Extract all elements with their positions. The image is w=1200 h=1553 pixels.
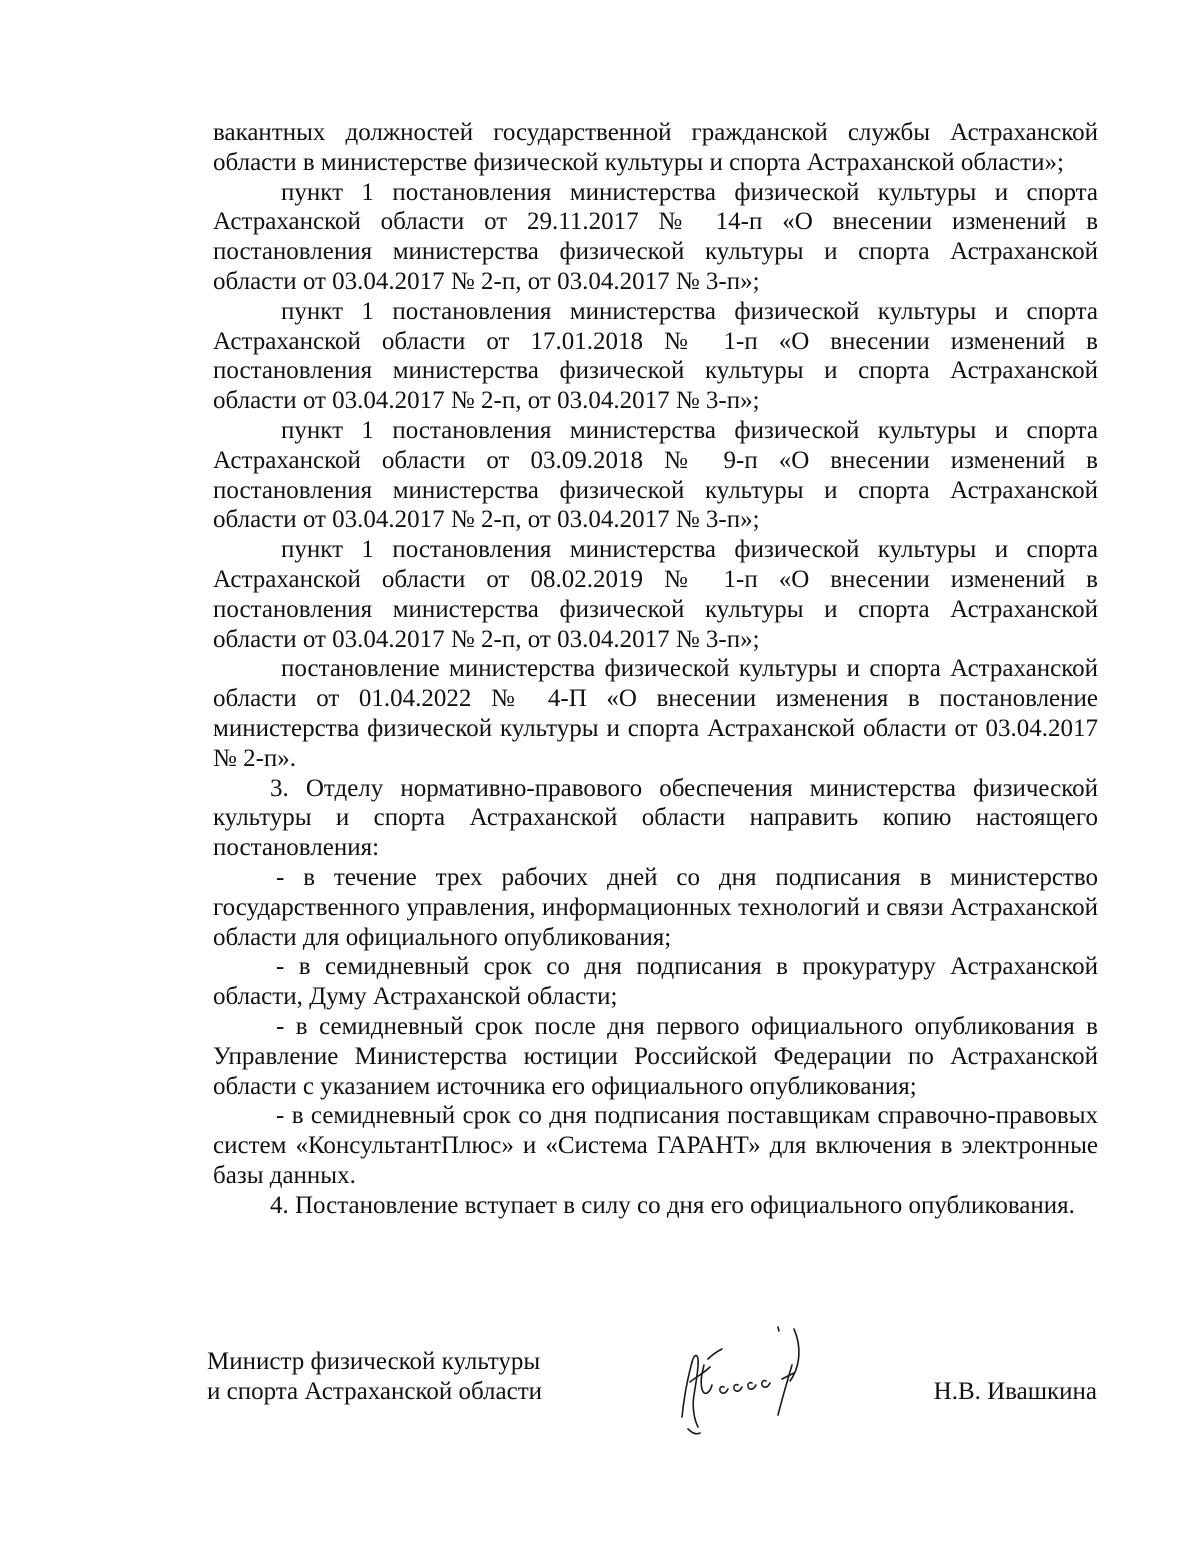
- paragraph-item-4: пункт 1 постановления министерства физической культуры и спорта Астраханской области от 08.02.2019 № 1-п «О внесении изменений в постановления министерства физической культуры и спорта Астраханской области от 03.04.2017 № 2-п, от 03.04.2017 № 3-п»;: [213, 536, 1098, 653]
- paragraph-sub-3: - в семидневный срок после дня первого официального опубликования в Управление Министерства юстиции Российской Федерации по Астраханской области с указанием источника его официального опубликования;: [213, 1012, 1098, 1100]
- signatory-title-line-2: и спорта Астраханской области: [207, 1378, 543, 1405]
- paragraph-section-4: 4. Постановление вступает в силу со дня его официального опубликования.: [270, 1191, 1075, 1219]
- paragraph-item-3: пункт 1 постановления министерства физической культуры и спорта Астраханской области от 03.09.2018 № 9-п «О внесении изменений в постановления министерства физической культуры и спорта Астраханской области от 03.04.2017 № 2-п, от 03.04.2017 № 3-п»;: [213, 416, 1098, 534]
- document-body: [213, 118, 1098, 1220]
- signature-block: [207, 1347, 1097, 1447]
- paragraph-section-3: 3. Отделу нормативно-правового обеспечения министерства физической культуры и спорта Астраханской области направить копию настоящего постановления:: [213, 774, 1098, 862]
- paragraph-item-2: пункт 1 постановления министерства физической культуры и спорта Астраханской области от 17.01.2018 № 1-п «О внесении изменений в постановления министерства физической культуры и спорта Астраханской области от 03.04.2017 № 2-п, от 03.04.2017 № 3-п»;: [213, 297, 1098, 415]
- signatory-title-line-1: Министр физической культуры: [207, 1348, 541, 1375]
- paragraph-sub-2: - в семидневный срок со дня подписания в прокуратуру Астраханской области, Думу Астраханской области;: [213, 953, 1098, 1011]
- signatory-title: [207, 1347, 542, 1407]
- signatory-name: Н.В. Ивашкина: [933, 1378, 1097, 1405]
- paragraph-sub-1: - в течение трех рабочих дней со дня подписания в министерство государственного управления, информационных технологий и связи Астраханской области для официального опубликования;: [213, 863, 1098, 951]
- paragraph-sub-4: - в семидневный срок со дня подписания поставщикам справочно-правовых систем «КонсультантПлюс» и «Система ГАРАНТ» для включения в электронные базы данных.: [213, 1102, 1098, 1189]
- paragraph-continuation: вакантных должностей государственной гражданской службы Астраханской области в министерстве физической культуры и спорта Астраханской области»;: [213, 119, 1098, 176]
- paragraph-item-1: пункт 1 постановления министерства физической культуры и спорта Астраханской области от 29.11.2017 № 14-п «О внесении изменений в постановления министерства физической культуры и спорта Астраханской области от 03.04.2017 № 2-п, от 03.04.2017 № 3-п»;: [213, 178, 1098, 295]
- paragraph-item-5: постановление министерства физической культуры и спорта Астраханской области от 01.04.2022 № 4-П «О внесении изменения в постановление министерства физической культуры и спорта Астраханской области от 03.04.2017 № 2-п».: [213, 655, 1098, 772]
- handwritten-signature: [652, 1307, 842, 1447]
